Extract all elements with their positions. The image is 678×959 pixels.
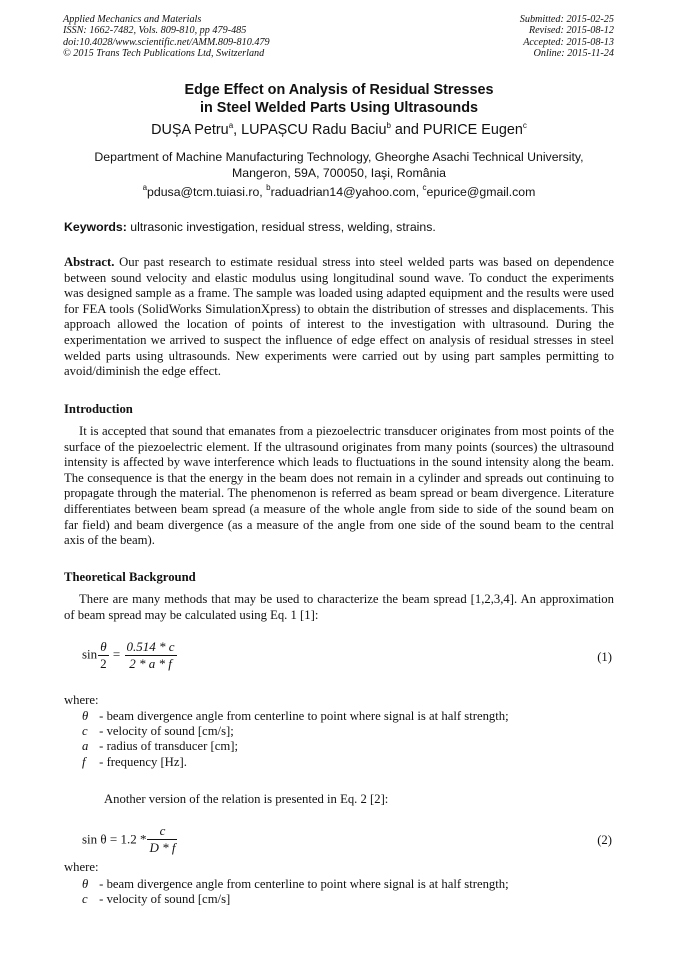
keywords <box>64 219 436 235</box>
eq1-rhs-den: 2 * a * f <box>129 656 172 671</box>
equation-1-number: (1) <box>597 650 612 664</box>
email-b: raduadrian14@yahoo.com, <box>270 185 423 199</box>
copyright-line: © 2015 Trans Tech Publications Ltd, Switzerland <box>63 48 265 60</box>
eq1-lhs-den: 2 <box>100 656 107 671</box>
keywords-text: ultrasonic investigation, residual stress, welding, strains. <box>126 220 436 234</box>
eq2-fraction <box>147 824 177 855</box>
eq1-equals: = <box>112 646 121 662</box>
author-1-mark: a <box>228 121 234 130</box>
equation-1 <box>82 640 178 671</box>
definition-symbol: a <box>82 739 89 754</box>
definition-text: - velocity of sound [cm/s]; <box>96 724 234 739</box>
affiliation-line-1: Department of Machine Manufacturing Technology, Gheorghe Asachi Technical University, <box>94 150 584 164</box>
definition-item <box>82 739 509 754</box>
title-line-1: Edge Effect on Analysis of Residual Stresses <box>184 82 494 98</box>
submitted-date: Submitted: 2015-02-25 <box>519 14 614 25</box>
author-2-mark: b <box>386 121 391 130</box>
revised-date: Revised: 2015-08-12 <box>528 25 614 37</box>
definition-symbol: c <box>82 892 88 907</box>
doi-line: doi:10.4028/www.scientific.net/AMM.809-810.479 <box>63 36 270 48</box>
eq2-den: D * f <box>149 840 176 855</box>
issn-line: ISSN: 1662-7482, Vols. 809-810, pp 479-485 <box>63 25 247 37</box>
definitions-2 <box>82 877 509 907</box>
theory-heading: Theoretical Background <box>64 570 196 584</box>
accepted-date: Accepted: 2015-08-13 <box>523 36 614 48</box>
definition-text: - beam divergence angle from centerline to point where signal is at half strength; <box>96 877 509 891</box>
email-a: pdusa@tcm.tuiasi.ro, <box>147 185 267 199</box>
equation-2 <box>82 824 178 855</box>
definition-text: - beam divergence angle from centerline to point where signal is at half strength; <box>96 709 509 723</box>
definition-symbol: c <box>82 724 88 739</box>
definition-item <box>82 877 509 892</box>
email-b-mark: b <box>266 183 271 192</box>
definition-symbol: θ <box>82 709 89 723</box>
definition-item <box>82 709 509 724</box>
author-3: and PURICE Eugen <box>390 122 523 138</box>
author-list <box>0 121 678 139</box>
email-c: epurice@gmail.com <box>426 185 536 199</box>
email-c-mark: c <box>422 183 427 192</box>
definition-item <box>82 755 509 770</box>
journal-name: Applied Mechanics and Materials <box>63 14 202 25</box>
eq1-sin: sin <box>82 646 98 662</box>
definition-text: - radius of transducer [cm]; <box>96 739 238 754</box>
online-date: Online: 2015-11-24 <box>533 48 614 60</box>
keywords-label: Keywords: <box>64 220 127 234</box>
title-line-2: in Steel Welded Parts Using Ultrasounds <box>199 100 478 116</box>
definition-item <box>82 724 509 739</box>
abstract-label: Abstract. <box>64 255 115 269</box>
introduction-heading: Introduction <box>64 402 133 416</box>
email-list <box>0 184 678 200</box>
where-label-2: where: <box>64 860 99 874</box>
eq1-lhs-fraction <box>98 640 109 671</box>
introduction-text: It is accepted that sound that emanates from a piezoelectric transducer originates from most points of the surface of the piezoelectric element. If the ultrasound originates from many points (sources) the ultrasound intensity is affected by wave interference which leads to fluctuations in the sound intensity along the beam. The consequence is that the energy in the beam does not remain in a cylinder and spreads out continuing to propagate through the material. The phenomenon is referred as beam spread or beam divergence. Literature differentiates between beam spread (a measure of the whole angle from side to side of the sound beam on far field) and beam divergence (as a measure of the angle from one side of the sound beam to the central axis of the beam). <box>64 424 614 548</box>
journal-info <box>63 14 270 60</box>
definition-symbol: f <box>82 754 86 769</box>
definitions-1 <box>82 709 509 770</box>
eq1-lhs-num: θ <box>100 639 107 654</box>
eq1-rhs-num: 0.514 * c <box>126 639 175 654</box>
definition-text: - frequency [Hz]. <box>96 754 187 769</box>
definition-symbol: θ <box>82 877 89 891</box>
author-3-mark: c <box>522 121 527 130</box>
author-1: DUȘA Petru <box>151 122 229 138</box>
dates-info <box>520 14 614 60</box>
abstract-text: Our past research to estimate residual stress into steel welded parts was based on dependence between sound velocity and elastic modulus using longitudinal sound wave. To conduct the experiments was designed sample as a frame. The sample was loaded using adapted equipment and the results were used for FEA tools (SolidWorks SimulationXpress) to obtain the distribution of stresses and displacements. This approach allowed the location of points of interest to the investigation with ultrasound. During the experimentation we arrived to suspect the influence of edge effect on analysis of residual stresses in steel welded parts using ultrasounds. New experiments were carried out by using part samples permitting to avoid/diminish the edge effect. <box>64 255 614 379</box>
paper-title <box>0 81 678 117</box>
definition-item <box>82 892 509 907</box>
affiliation-line-2: Mangeron, 59A, 700050, Iaşi, România <box>232 166 446 180</box>
affiliation <box>70 149 608 181</box>
abstract <box>64 255 614 380</box>
another-version-text: Another version of the relation is presented in Eq. 2 [2]: <box>104 792 389 806</box>
definition-text: - velocity of sound [cm/s] <box>96 892 231 907</box>
eq1-rhs-fraction <box>125 640 177 671</box>
author-2: , LUPAȘCU Radu Baciu <box>233 122 387 138</box>
eq2-lhs: sin θ = 1.2 * <box>82 831 147 847</box>
email-a-mark: a <box>142 183 148 192</box>
eq2-num: c <box>159 823 166 838</box>
equation-2-number: (2) <box>597 833 612 847</box>
where-label-1: where: <box>64 693 99 707</box>
theory-text: There are many methods that may be used to characterize the beam spread [1,2,3,4]. An approximation of beam spread may be calculated using Eq. 1 [1]: <box>64 592 614 622</box>
